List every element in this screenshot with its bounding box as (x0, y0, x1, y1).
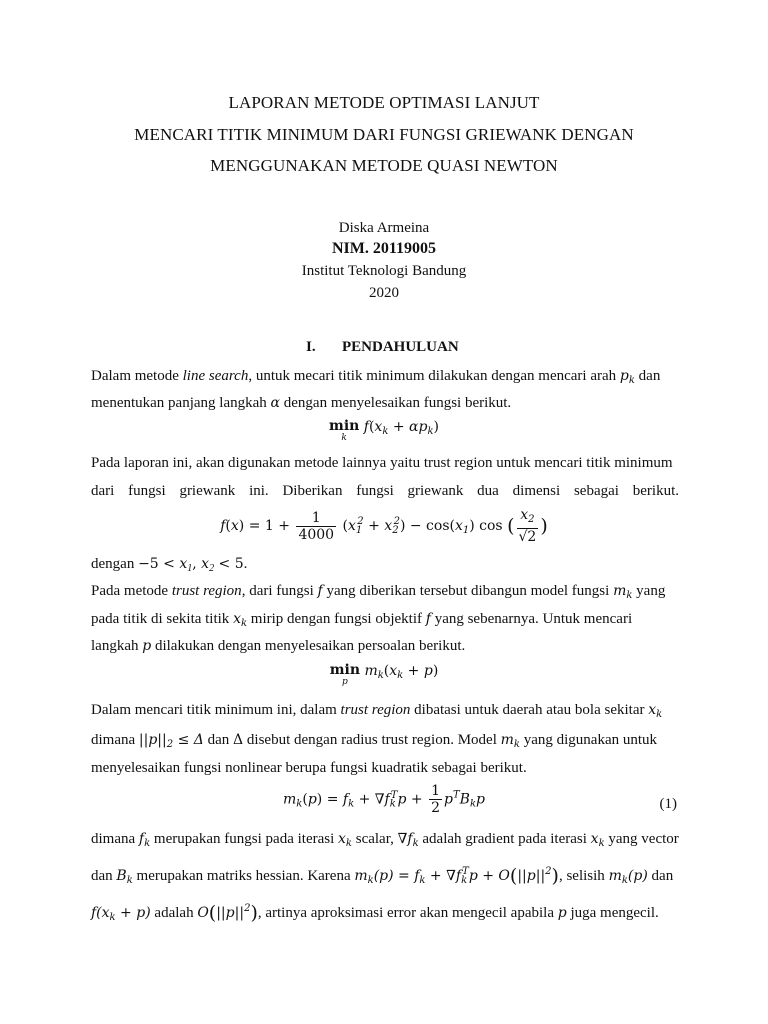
paragraph-line: pada titik di sekita titik $x_k$ mirip dengan fungsi objektif f yang sebenarnya. Untuk mencari (91, 611, 633, 629)
section-number: I. (306, 339, 316, 355)
title-line-2: MENCARI TITIK MINIMUM DARI FUNGSI GRIEWANK DENGAN (134, 125, 634, 144)
paragraph-line: dimana $f_k$ merupakan fungsi pada iterasi $x_k$ scalar, $\nabla f_k$ adalah gradient pada iterasi $x_k$ yang vector (91, 831, 679, 849)
author-institution: Institut Teknologi Bandung (301, 263, 467, 279)
paragraph-line: menentukan panjang langkah α dengan menyelesaikan fungsi berikut. (91, 395, 512, 411)
paragraph-line: dari fungsi griewank ini. Diberikan fungsi griewank dua dimensi sebagai berikut. (91, 483, 679, 499)
author-nim: NIM. 20119005 (332, 240, 436, 257)
paragraph-line: $f(x_k + p)$ adalah $O(||p||^2)$, artinya aproksimasi error akan mengecil apabila p juga mengecil. (91, 902, 659, 924)
paragraph-line: Dalam metode line search, untuk mecari titik minimum dilakukan dengan mencari arah $p_k$ dan (91, 368, 661, 386)
equation-quadratic-model: $m_k(p) = f_k + \nabla f_k^Tp$ + $\frac{1}{2}$ $p^TB_kp$ (283, 783, 485, 816)
title-line-3: MENGGUNAKAN METODE QUASI NEWTON (210, 156, 558, 175)
equation-line-search: min k $f(x_k + \alpha p_k)$ (329, 418, 439, 443)
paragraph-line: Pada metode trust region, dari fungsi f yang diberikan tersebut dibangun model fungsi $m_k$ yang (91, 583, 666, 601)
section-title: PENDAHULUAN (342, 339, 459, 355)
equation-griewank: f(x) = 1 + $\frac{1}{4000}$ $(x_1^2 + x_2^2) - \cos(x_1)$ cos ( $\frac{x_2}{√2}$ ) (220, 507, 548, 545)
paragraph-line: Dalam mencari titik minimum ini, dalam trust region dibatasi untuk daerah atau bola sekitar $x_k$ (91, 702, 663, 720)
equation-trust-region: min p $m_k(x_k + p)$ (329, 662, 439, 687)
paragraph-line: menyelesaikan fungsi nonlinear berupa fungsi kuadratik sebagai berikut. (91, 760, 527, 776)
paragraph-line: dan $B_k$ merupakan matriks hessian. Karena $m_k(p) = f_k + \nabla f_k^Tp + O(||p||^2)$, selisih $m_k(p)$ dan (91, 865, 674, 887)
paragraph-line: Pada laporan ini, akan digunakan metode lainnya yaitu trust region untuk mencari titik minimum (91, 455, 673, 471)
author-name: Diska Armeina (338, 220, 430, 236)
title-line-1: LAPORAN METODE OPTIMASI LANJUT (228, 93, 540, 112)
author-year: 2020 (369, 285, 399, 301)
equation-number: (1) (659, 796, 677, 812)
paragraph-line: dengan $-5 < x_1$, $x_2 < 5$. (91, 556, 248, 574)
section-heading (306, 339, 459, 356)
paragraph-line: dimana $||p||_2 \le \Delta$ dan Δ disebut dengan radius trust region. Model $m_k$ yang digunakan untuk (91, 732, 658, 750)
paragraph-line: langkah p dilakukan dengan menyelesaikan persoalan berikut. (91, 638, 466, 654)
